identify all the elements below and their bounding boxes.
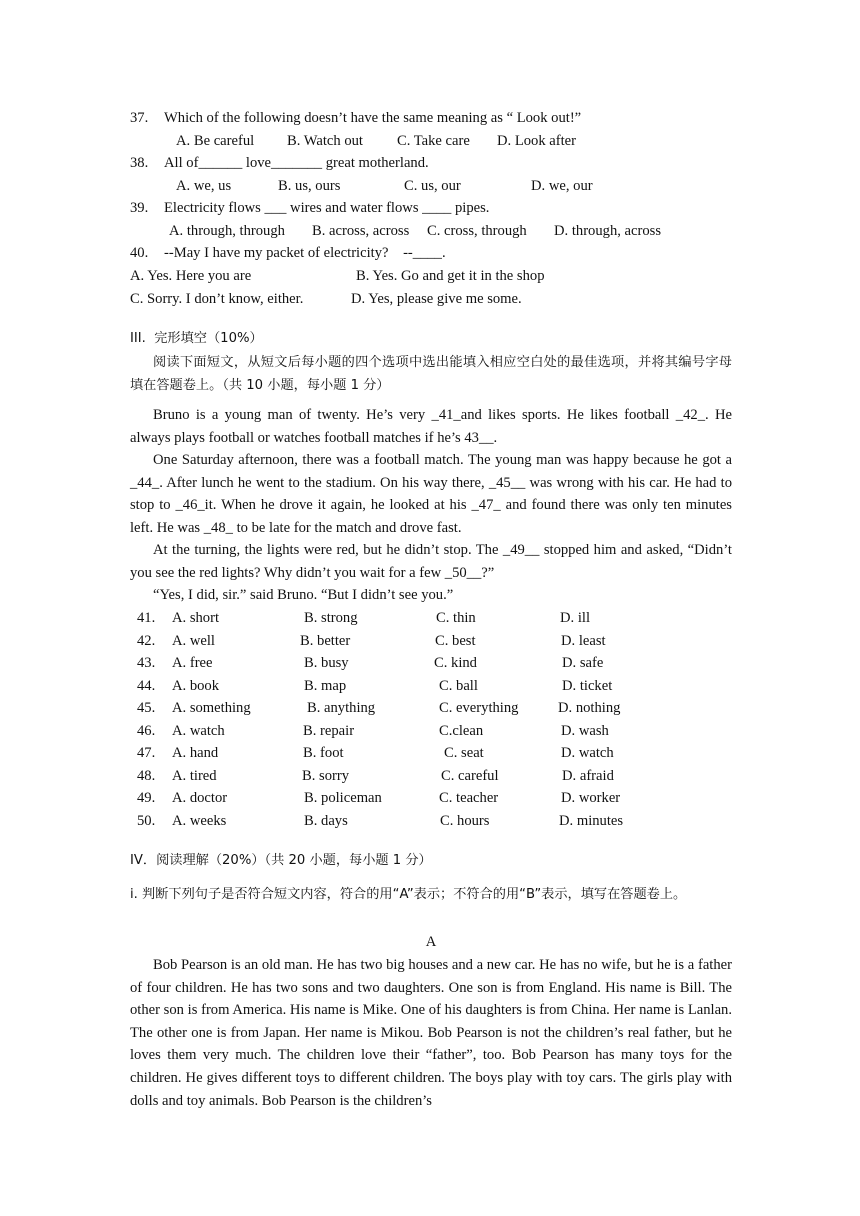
option: C. careful <box>441 768 499 784</box>
option: D. Yes, please give me some. <box>351 291 522 307</box>
question-number: 40. <box>130 245 149 261</box>
option: D. minutes <box>559 813 624 829</box>
option: A. hand <box>172 745 219 761</box>
passage-paragraph: Bruno is a young man of twenty. He’s very _41_and likes sports. He likes football _42_. He always plays football or watches football matches if he’s 43__. <box>130 407 732 446</box>
section-instruction: 阅读下面短文，从短文后每小题的四个选项中选出能填入相应空白处的最佳选项，并将其编号字母填在答题卷上。（共 10 小题，每小题 1 分） <box>130 355 732 393</box>
option: D. watch <box>561 745 614 761</box>
option: A. we, us <box>176 178 232 194</box>
option: C. thin <box>436 610 476 626</box>
option: D. afraid <box>562 768 614 784</box>
option: C. seat <box>444 745 484 761</box>
option: C. Sorry. I don’t know, either. <box>130 291 304 307</box>
option: C. Take care <box>397 133 470 149</box>
item-number: 45. <box>137 700 156 716</box>
passage-paragraph: Bob Pearson is an old man. He has two big houses and a new car. He has no wife, but he is a father of four children. He has two sons and two daughters. One son is from England. His name is Bill. The other son is from America. His name is Mike. One of his daughters is from China. Her name is Lanlan. The other one is from Japan. Her name is Mikou. Bob Pearson is not the children’s real father, but he loves them very much. The children love their “father”, too. Bob Pearson has many toys for the children. He gives different toys to different children. The boys play with toy cars. The girls play with dolls and toy animals. Bob Pearson is the children’s <box>130 957 732 1109</box>
option: B. map <box>304 678 347 694</box>
option: B. Watch out <box>287 133 363 149</box>
option: C. ball <box>439 678 478 694</box>
option: C. cross, through <box>427 223 527 239</box>
option: D. wash <box>561 723 609 739</box>
option: D. nothing <box>558 700 621 716</box>
option: C. teacher <box>439 790 499 806</box>
option: C. best <box>435 633 476 649</box>
option: D. we, our <box>531 178 593 194</box>
question-number: 39. <box>130 200 149 216</box>
option: A. Yes. Here you are <box>130 268 252 284</box>
option: D. ticket <box>562 678 613 694</box>
question-text: --May I have my packet of electricity? --____. <box>164 245 446 261</box>
item-number: 43. <box>137 655 156 671</box>
item-number: 50. <box>137 813 156 829</box>
option: D. Look after <box>497 133 577 149</box>
option: D. worker <box>561 790 621 806</box>
item-number: 46. <box>137 723 156 739</box>
option: A. doctor <box>172 790 228 806</box>
option: A. through, through <box>169 223 285 239</box>
option: C. hours <box>440 813 490 829</box>
option: B. policeman <box>304 790 382 806</box>
option: A. Be careful <box>176 133 255 149</box>
option: B. busy <box>304 655 349 671</box>
option: B. Yes. Go and get it in the shop <box>356 268 545 284</box>
option: A. watch <box>172 723 225 739</box>
item-number: 42. <box>137 633 156 649</box>
option: A. well <box>172 633 215 649</box>
option: B. foot <box>303 745 344 761</box>
option: B. us, ours <box>278 178 341 194</box>
option: C. us, our <box>404 178 461 194</box>
option: A. book <box>172 678 220 694</box>
section-instruction: i. 判断下列句子是否符合短文内容，符合的用“A”表示；不符合的用“B”表示，填写在答题卷上。 <box>130 887 687 902</box>
option: A. tired <box>172 768 217 784</box>
option: B. repair <box>303 723 355 739</box>
option: C. kind <box>434 655 477 671</box>
option: C.clean <box>439 723 484 739</box>
option: D. least <box>561 633 606 649</box>
passage-paragraph: One Saturday afternoon, there was a football match. The young man was happy because he got a _44_. After lunch he went to the stadium. On his way there, _45__ was wrong with his car. He had to stop to _46_it. When he drove it again, he looked at his _47_ and found there was only ten minutes left. He was _48_ to be late for the match and drove fast. <box>130 452 732 536</box>
option: A. short <box>172 610 220 626</box>
question-text: Electricity flows ___ wires and water flows ____ pipes. <box>164 200 490 216</box>
option: C. everything <box>439 700 519 716</box>
item-number: 44. <box>137 678 156 694</box>
option: B. better <box>300 633 351 649</box>
option: B. days <box>304 813 348 829</box>
section-title: IV．阅读理解（20%）（共 20 小题，每小题 1 分） <box>130 853 432 868</box>
option: B. strong <box>304 610 358 626</box>
passage-paragraph: At the turning, the lights were red, but he didn’t stop. The _49__ stopped him and asked, “Didn’t you see the red lights? Why didn’t you wait for a few _50__?” <box>130 542 732 581</box>
item-number: 49. <box>137 790 156 806</box>
option: D. ill <box>560 610 590 626</box>
passage-label: A <box>425 934 437 950</box>
question-number: 37. <box>130 110 149 126</box>
option: B. sorry <box>302 768 350 784</box>
option: D. safe <box>562 655 604 671</box>
option: B. anything <box>307 700 376 716</box>
option: A. weeks <box>172 813 227 829</box>
item-number: 48. <box>137 768 156 784</box>
option: A. something <box>172 700 251 716</box>
item-number: 41. <box>137 610 156 626</box>
option: A. free <box>172 655 213 671</box>
option: D. through, across <box>554 223 662 239</box>
passage-paragraph: “Yes, I did, sir.” said Bruno. “But I didn’t see you.” <box>153 587 454 603</box>
item-number: 47. <box>137 745 156 761</box>
question-text: Which of the following doesn’t have the same meaning as “ Look out!” <box>164 110 582 126</box>
question-number: 38. <box>130 155 149 171</box>
section-title: III. 完形填空（10%） <box>130 331 263 346</box>
option: B. across, across <box>312 223 410 239</box>
question-text: All of______ love_______ great motherland. <box>164 155 429 171</box>
